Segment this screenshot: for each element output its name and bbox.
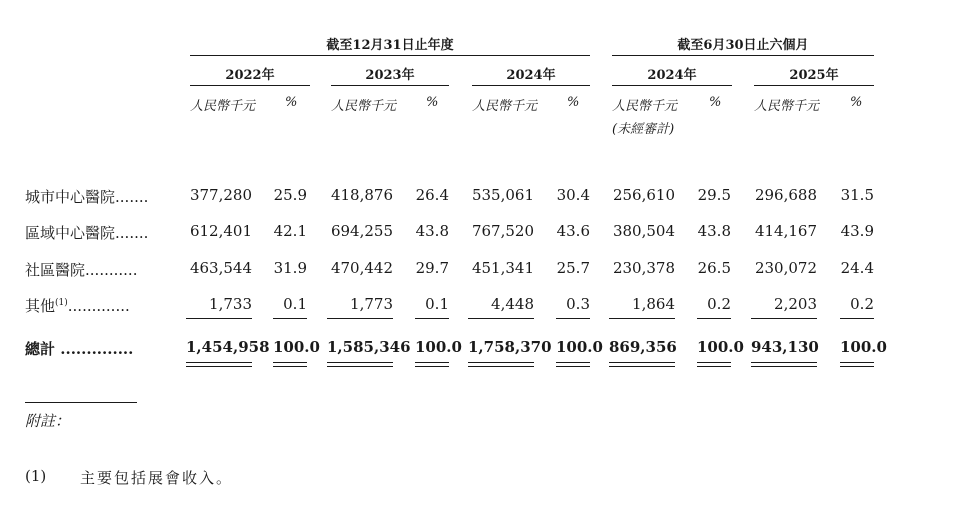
year-rule-2025 <box>754 85 874 86</box>
footnote-marker: (1) <box>55 298 68 308</box>
total-double-rule <box>556 362 590 363</box>
cell-2024i-amount: 1,864 <box>632 295 675 313</box>
subtotal-rule <box>327 318 393 319</box>
unaudited-label: (未經審計) <box>612 122 675 137</box>
cell-2023-amount: 418,876 <box>330 186 393 204</box>
year-header-2024-interim: 2024年 <box>647 68 697 83</box>
total-double-rule <box>468 366 534 367</box>
percent-label-2022: % <box>285 95 298 110</box>
total-double-rule <box>327 366 393 367</box>
cell-2024-pct: 30.4 <box>556 186 590 204</box>
total-2022-pct: 100.0 <box>273 338 320 356</box>
subtotal-rule <box>609 318 675 319</box>
cell-2025-amount: 230,072 <box>754 259 817 277</box>
cell-2024i-pct: 43.8 <box>697 222 731 240</box>
total-double-rule <box>840 366 874 367</box>
total-double-rule <box>186 362 252 363</box>
cell-2023-pct: 29.7 <box>415 259 449 277</box>
leader-dots: .............. <box>60 340 134 358</box>
year-rule-2024-interim <box>612 85 732 86</box>
cell-2023-pct: 43.8 <box>415 222 449 240</box>
cell-2025-pct: 0.2 <box>850 295 874 313</box>
total-2024-pct: 100.0 <box>556 338 603 356</box>
year-rule-2024 <box>472 85 590 86</box>
group-rule-six-months <box>612 55 874 56</box>
unit-label-2023: 人民幣千元 <box>331 99 397 114</box>
cell-2025-amount: 296,688 <box>754 186 817 204</box>
cell-2023-pct: 26.4 <box>415 186 449 204</box>
cell-2022-pct: 25.9 <box>273 186 307 204</box>
total-double-rule <box>697 362 731 363</box>
cell-2024i-amount: 256,610 <box>612 186 675 204</box>
cell-2024-pct: 0.3 <box>566 295 590 313</box>
subtotal-rule <box>415 318 449 319</box>
cell-2023-amount: 694,255 <box>330 222 393 240</box>
cell-2024i-pct: 26.5 <box>697 259 731 277</box>
cell-2024-amount: 4,448 <box>491 295 534 313</box>
leader-dots: ....... <box>115 224 149 242</box>
cell-2022-pct: 31.9 <box>273 259 307 277</box>
subtotal-rule <box>697 318 731 319</box>
leader-dots: ....... <box>115 188 149 206</box>
cell-2024-pct: 25.7 <box>556 259 590 277</box>
total-double-rule <box>840 362 874 363</box>
unit-label-2024: 人民幣千元 <box>472 99 538 114</box>
total-double-rule <box>751 366 817 367</box>
year-header-2024: 2024年 <box>506 68 556 83</box>
notes-heading: 附註： <box>25 412 71 430</box>
total-double-rule <box>415 366 449 367</box>
cell-2024i-pct: 29.5 <box>697 186 731 204</box>
leader-dots: ........... <box>85 261 138 279</box>
total-double-rule <box>609 362 675 363</box>
group-rule-year-ended <box>190 55 590 56</box>
note-marker: (1) <box>25 467 47 485</box>
cell-2022-amount: 377,280 <box>189 186 252 204</box>
total-double-rule <box>556 366 590 367</box>
cell-2024-amount: 767,520 <box>471 222 534 240</box>
subtotal-rule <box>840 318 874 319</box>
unit-label-2024-interim: 人民幣千元 <box>612 99 678 114</box>
notes-separator <box>25 402 137 403</box>
total-double-rule <box>751 362 817 363</box>
cell-2022-pct: 0.1 <box>283 295 307 313</box>
total-double-rule <box>609 366 675 367</box>
cell-2022-amount: 612,401 <box>189 222 252 240</box>
row-label-city-hospital: 城市中心醫院....... <box>25 188 149 206</box>
row-label-total: 總計 .............. <box>25 340 134 358</box>
total-double-rule <box>273 362 307 363</box>
percent-label-2024: % <box>567 95 580 110</box>
cell-2024-amount: 535,061 <box>471 186 534 204</box>
group-title-six-months: 截至6月30日止六個月 <box>677 38 809 53</box>
total-2024i-pct: 100.0 <box>697 338 744 356</box>
total-double-rule <box>415 362 449 363</box>
row-label-regional-hospital: 區域中心醫院....... <box>25 224 149 242</box>
cell-2024i-pct: 0.2 <box>707 295 731 313</box>
note-text: 主要包括展會收入。 <box>80 469 234 487</box>
unit-label-2022: 人民幣千元 <box>190 99 256 114</box>
percent-label-2025: % <box>850 95 863 110</box>
subtotal-rule <box>751 318 817 319</box>
total-2023-pct: 100.0 <box>415 338 462 356</box>
cell-2022-amount: 1,733 <box>209 295 252 313</box>
row-label-community-hospital: 社區醫院........... <box>25 261 138 279</box>
year-rule-2022 <box>190 85 310 86</box>
total-double-rule <box>327 362 393 363</box>
year-header-2025: 2025年 <box>789 68 839 83</box>
cell-2025-amount: 2,203 <box>774 295 817 313</box>
total-2024-amount: 1,758,370 <box>468 338 552 356</box>
cell-2025-pct: 31.5 <box>840 186 874 204</box>
cell-2023-amount: 470,442 <box>330 259 393 277</box>
subtotal-rule <box>468 318 534 319</box>
cell-2022-pct: 42.1 <box>273 222 307 240</box>
cell-2025-pct: 43.9 <box>840 222 874 240</box>
subtotal-rule <box>556 318 590 319</box>
total-double-rule <box>468 362 534 363</box>
cell-2022-amount: 463,544 <box>189 259 252 277</box>
total-2022-amount: 1,454,958 <box>186 338 270 356</box>
total-double-rule <box>273 366 307 367</box>
cell-2024i-amount: 380,504 <box>612 222 675 240</box>
total-2024i-amount: 869,356 <box>609 338 677 356</box>
leader-dots: ............. <box>67 297 130 315</box>
unit-label-2025: 人民幣千元 <box>754 99 820 114</box>
percent-label-2023: % <box>426 95 439 110</box>
total-2025-pct: 100.0 <box>840 338 887 356</box>
cell-2025-pct: 24.4 <box>840 259 874 277</box>
year-header-2023: 2023年 <box>365 68 415 83</box>
total-2023-amount: 1,585,346 <box>327 338 411 356</box>
year-rule-2023 <box>331 85 449 86</box>
cell-2024i-amount: 230,378 <box>612 259 675 277</box>
group-title-year-ended: 截至12月31日止年度 <box>326 38 454 53</box>
cell-2023-amount: 1,773 <box>350 295 393 313</box>
cell-2025-amount: 414,167 <box>754 222 817 240</box>
total-2025-amount: 943,130 <box>751 338 819 356</box>
year-header-2022: 2022年 <box>225 68 275 83</box>
total-double-rule <box>697 366 731 367</box>
cell-2024-amount: 451,341 <box>471 259 534 277</box>
percent-label-2024-interim: % <box>709 95 722 110</box>
subtotal-rule <box>186 318 252 319</box>
cell-2024-pct: 43.6 <box>556 222 590 240</box>
cell-2023-pct: 0.1 <box>425 295 449 313</box>
row-label-others: 其他$^{(1)}$............. <box>25 297 130 315</box>
total-double-rule <box>186 366 252 367</box>
subtotal-rule <box>273 318 307 319</box>
